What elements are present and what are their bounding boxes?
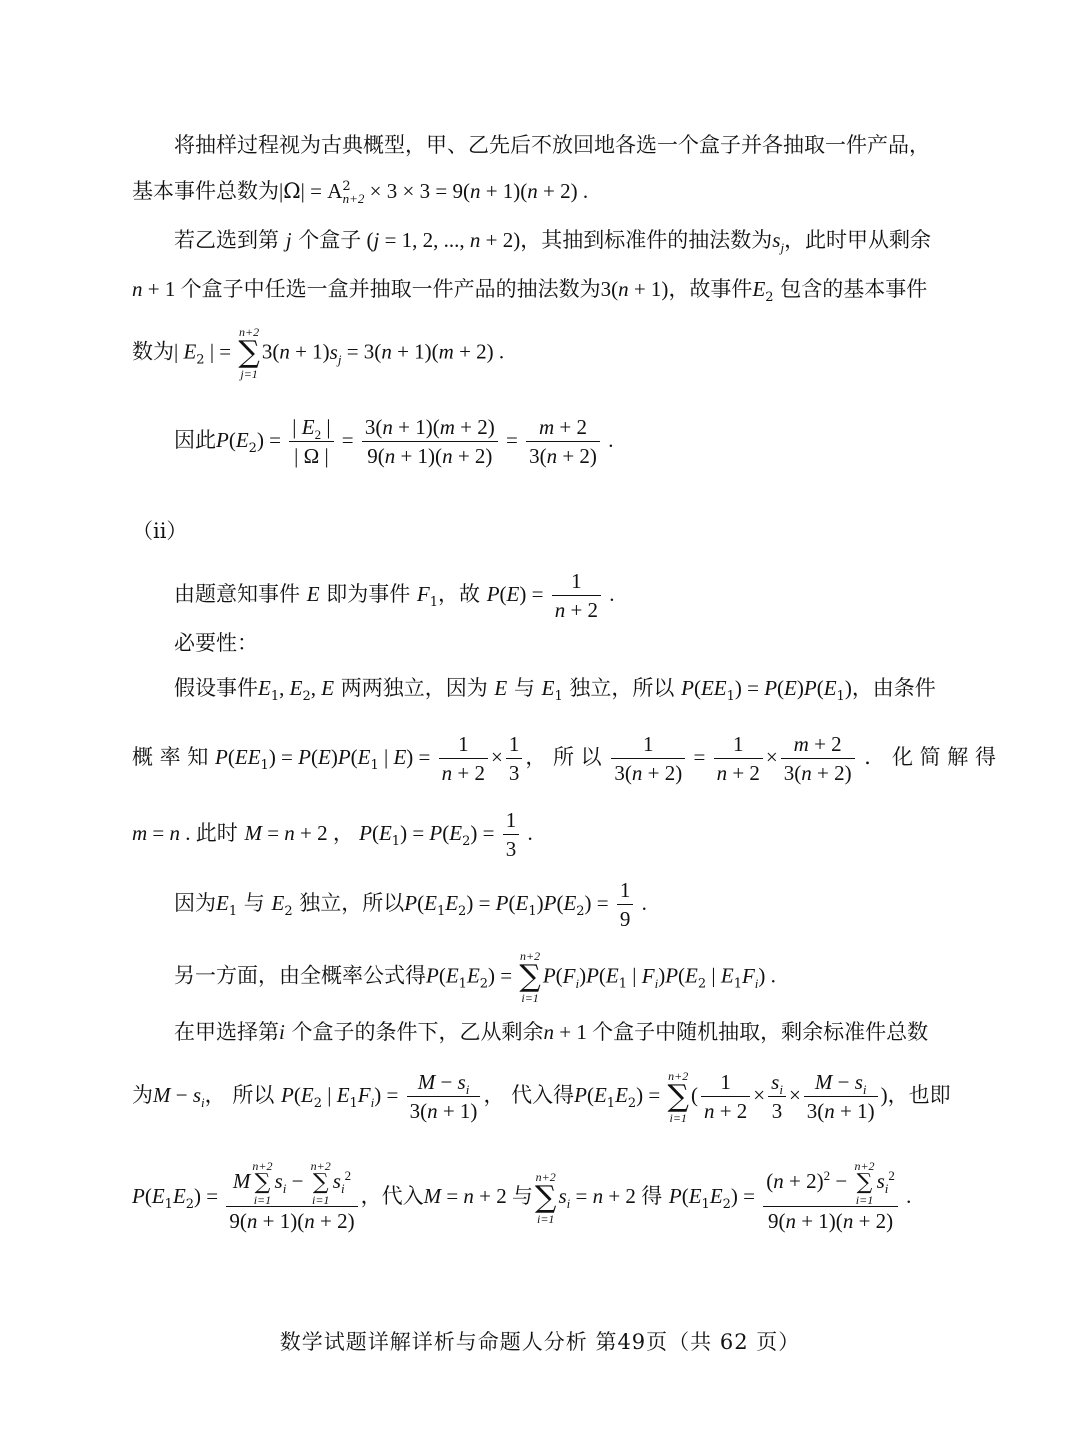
text: 为 (132, 1083, 153, 1107)
text: 与 (243, 891, 265, 915)
text: 概 率 知 (132, 745, 209, 769)
text: ，也即 (887, 1083, 951, 1107)
text: 个盒子 (298, 228, 362, 252)
fraction: $\frac{m + 2}{3(n + 2)}$ (781, 730, 855, 787)
fraction: $\frac{1}{3}$ (503, 806, 520, 863)
paragraph-line (174, 627, 258, 659)
paragraph-line: m = n . 此时 M = n + 2 ， $P(E_1) = P(E_2)$ = $\frac{1}{3}$ . (132, 808, 533, 861)
text: 由题意知事件 (174, 582, 300, 606)
text: ， 所以 (204, 1083, 275, 1107)
text: 因为 (174, 891, 216, 915)
text: 此时 (195, 821, 238, 845)
paragraph-line: 基本事件总数为$|\Omega| = A^2_{n+2} \times 3 \times 3 = 9(n + 1)(n + 2)$ . (132, 179, 589, 207)
fraction: $\frac{1}{3(n + 2)}$ (611, 730, 685, 787)
text: ，其抽到标准件的抽法数为 (520, 228, 773, 252)
fraction: $\frac{1}{n + 2}$ (552, 567, 601, 624)
fraction: $\frac{M - s_i}{3(n + 1)}$ (804, 1068, 878, 1125)
text: 个盒子的条件下，乙从剩余 (291, 1020, 544, 1044)
paragraph-line: 数为| $E_2$ | = n+2 ∑ j=1 $3(n + 1)s_j = 3(n + 1)(m + 2)$ . (132, 325, 505, 381)
paragraph-line: 另一方面，由全概率公式得$P(E_1E_2)$ = n+2 ∑ i=1 $P(F_i)P(E_1$ | $F_i)P(E_2$ | $E_1F_i$) . (174, 949, 776, 1005)
summation: n+2 ∑ i=1 (535, 1169, 557, 1226)
text: ，故事件 (668, 277, 753, 301)
fraction: M n+2 ∑ i=1 $s_i$ − n+2 ∑ i=1 $s_i^2$ 9(n + 1)(n + 2) (226, 1160, 357, 1235)
text: ， 代入得 (483, 1083, 575, 1107)
text: 即为事件 (326, 582, 411, 606)
paragraph-line (174, 129, 930, 161)
text: 与 (513, 676, 535, 700)
fraction: $\frac{1}{3}$ (506, 730, 523, 787)
text: ，由条件 (851, 676, 936, 700)
paragraph-line: 由题意知事件 E 即为事件 $F_1$，故 P(E) = $\frac{1}{n + 2}$ . (174, 569, 615, 622)
paragraph-line: 在甲选择第i 个盒子的条件下，乙从剩余n + 1 个盒子中随机抽取，剩余标准件总数 (174, 1020, 929, 1044)
text: 必要性： (174, 631, 258, 655)
fraction: $\frac{1}{9}$ (617, 876, 634, 933)
fraction: $\frac{m + 2}{3(n + 2)}$ (526, 413, 600, 470)
fraction: $\frac{1}{n + 2}$ (701, 1068, 750, 1125)
text: ， 所 以 (525, 745, 602, 769)
text: ，代入 (360, 1184, 424, 1208)
summation: n+2 ∑ j=1 (238, 325, 260, 381)
text: （ii） (132, 519, 188, 543)
paragraph-line: n + 1 个盒子中任选一盒并抽取一件产品的抽法数为3(n + 1)，故事件$E_2$ 包含的基本事件 (132, 277, 928, 306)
text: 数为 (132, 339, 174, 364)
paragraph-line: 因为$E_1$ 与 $E_2$ 独立，所以$P(E_1E_2) = P(E_1)P(E_2)$ = $\frac{1}{9}$ . (174, 878, 647, 931)
fraction: $\frac{1}{n + 2}$ (439, 730, 488, 787)
fraction: $\frac{3(n + 1)(m + 2)}{9(n + 1)(n + 2)}$ (362, 413, 498, 470)
text: 假设事件 (174, 676, 258, 700)
text: 基本事件总数为 (132, 179, 279, 203)
fraction: $(n + 2)^2$ − n+2 ∑ i=1 $s_i^2$ 9(n + 1)(n + 2) (763, 1160, 898, 1235)
text: 在甲选择第 (174, 1020, 279, 1044)
text: 独立，所以 (299, 891, 405, 915)
text: 个盒子中随机抽取，剩余标准件总数 (592, 1020, 929, 1044)
page-footer: 数学试题详解详析与命题人分析 第49页（共 62 页） (279, 1330, 801, 1354)
paragraph-line: 因此$P(E_2)$ = $\frac{| E_2 |}{| \Omega |}$ = $\frac{3(n + 1)(m + 2)}{9(n + 1)(n + 2)}$ = $\frac{m + 2}{3(n + 2)}$ . (174, 415, 614, 468)
paragraph-line: 概 率 知 $P(EE_1) = P(E)P(E_1$ | E) = $\frac{1}{n + 2}$ × $\frac{1}{3}$ ， 所 以 $\frac{1}{3(n + 2)}$ = $\frac{1}{n + 2}$ × $\frac{m + 2}{3(n + 2)}$ ． 化 简 解 得 (132, 732, 996, 785)
fraction: $\frac{M - s_i}{3(n + 1)}$ (407, 1068, 481, 1125)
text: 与 (512, 1184, 534, 1208)
text: 独立，所以 (569, 676, 675, 700)
section-label (132, 515, 187, 547)
text: 两两独立，因为 (340, 676, 488, 700)
text: 因此 (174, 428, 216, 452)
text: ． 化 简 解 得 (864, 745, 996, 769)
paragraph-line: $P(E_1E_2)$ = M n+2 ∑ i=1 $s_i$ − n+2 ∑ i=1 $s_i^2$ 9(n + 1)(n + 2) ，代入M = n + 2 与 n+2 ∑ i=1 $s_i = n + 2$ 得 $P(E_1E_2)$ = $(n + 2)^2$ − n+2 ∑ i=1 $s_i^2$ 9(n + 1)(n + 2) . (132, 1159, 912, 1233)
text: 个盒子中任选一盒并抽取一件产品的抽法数为 (180, 277, 601, 301)
fraction: $\frac{s_i}{3}$ (768, 1068, 786, 1125)
paragraph-line: 为$M - s_i$， 所以 $P(E_2$ | $E_1F_i$) = $\frac{M - s_i}{3(n + 1)}$ ， 代入得$P(E_1E_2)$ = n+2 ∑ i=1 ( $\frac{1}{n + 2}$ × $\frac{s_i}{3}$ × $\frac{M - s_i}{3(n + 1)}$ )，也即 (132, 1068, 951, 1125)
fraction: $\frac{| E_2 |}{| \Omega |}$ (289, 413, 333, 470)
text: ，此时甲从剩余 (784, 228, 932, 252)
paragraph-line: 若乙选到第 j 个盒子 (j = 1, 2, ..., n + 2)，其抽到标准件的抽法数为$s_j$，此时甲从剩余 (174, 228, 932, 256)
paragraph-line: 假设事件$E_1$, $E_2$, E 两两独立，因为 E 与 $E_1$ 独立，所以 $P(EE_1) = P(E)P(E_1)$，由条件 (174, 676, 936, 705)
summation: n+2 ∑ i=1 (519, 949, 541, 1005)
text: 得 (641, 1184, 663, 1208)
text: 包含的基本事件 (780, 277, 928, 301)
text: 另一方面，由全概率公式得 (174, 963, 426, 988)
fraction: $\frac{1}{n + 2}$ (714, 730, 763, 787)
summation: n+2 ∑ i=1 (667, 1068, 689, 1125)
text: 将抽样过程视为古典概型，甲、乙先后不放回地各选一个盒子并各抽取一件产品， (174, 133, 930, 157)
text: ，故 (438, 582, 480, 606)
text: 若乙选到第 (174, 228, 279, 252)
